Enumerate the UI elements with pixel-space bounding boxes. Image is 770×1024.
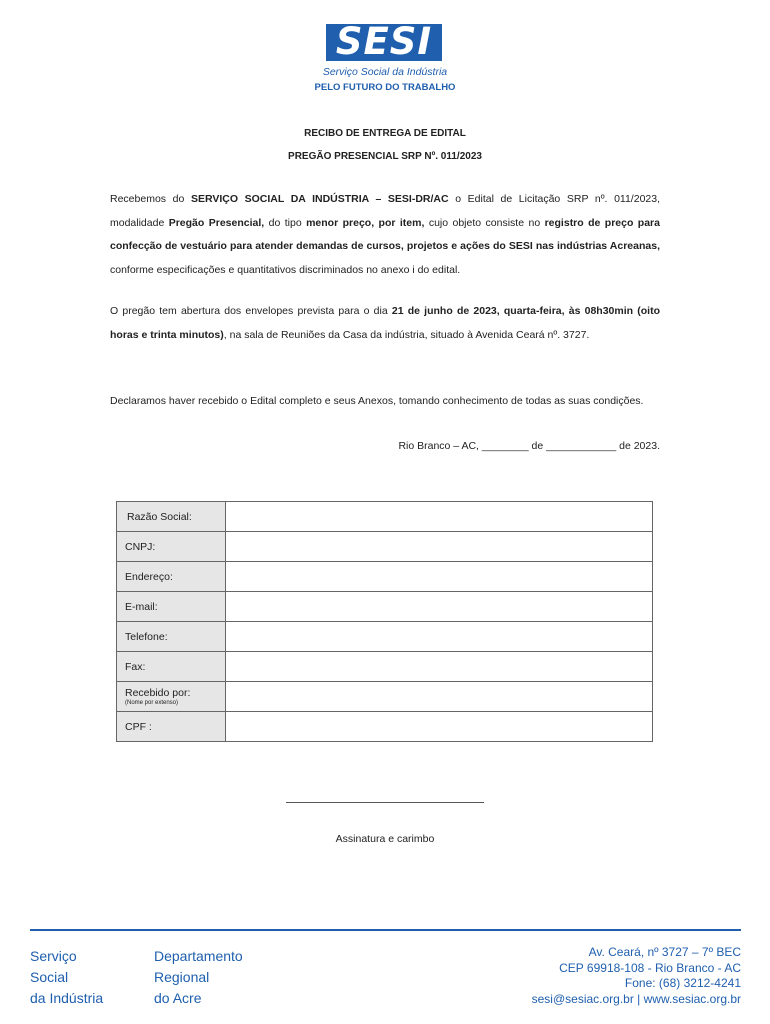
field-razao-social[interactable] — [226, 502, 653, 532]
logo-tagline: PELO FUTURO DO TRABALHO — [314, 82, 456, 93]
form-row-cnpj — [117, 532, 653, 562]
footer-department: Departamento Regional do Acre — [154, 948, 243, 1006]
footer-address: Av. Ceará, nº 3727 – 7º BEC — [588, 945, 741, 959]
label-recebido-por — [117, 682, 226, 712]
document-subtitle: PREGÃO PRESENCIAL SRP Nº. 011/2023 — [288, 151, 482, 162]
date-line: Rio Branco – AC, ________ de ____________ de 2023. — [398, 440, 660, 452]
label-fax: Fax: — [117, 652, 226, 682]
field-fax[interactable] — [226, 652, 653, 682]
field-telefone[interactable] — [226, 622, 653, 652]
signature-label: Assinatura e carimbo — [335, 833, 435, 845]
label-cnpj: CNPJ: — [117, 532, 226, 562]
document-title: RECIBO DE ENTREGA DE EDITAL — [304, 128, 466, 139]
label-endereco: Endereço: — [117, 562, 226, 592]
footer-cep: CEP 69918-108 - Rio Branco - AC — [559, 960, 741, 975]
recebido-por-text: Recebido por: — [125, 687, 191, 699]
paragraph-1: Recebemos do SERVIÇO SOCIAL DA INDÚSTRIA – SESI-DR/AC o Edital de Licitação SRP nº. 011/2023, modalidade Pregão Presencial, do tipo menor preço, por item, cujo objeto consiste no registro de preço para confecção de vestuário para atender demandas de cursos, projetos e ações do SESI nas indústrias Acreanas, conforme especificações e quantitativos discriminados no anexo i do edital. — [110, 193, 660, 276]
form-row-recebido-por — [117, 682, 653, 712]
footer-web[interactable]: sesi@sesiac.org.br | www.sesiac.org.br — [531, 991, 741, 1006]
form-row-endereco — [117, 562, 653, 592]
signature-line — [286, 802, 484, 803]
form-row-telefone — [117, 622, 653, 652]
sesi-logo — [326, 24, 442, 61]
label-razao-social: Razão Social: — [117, 502, 226, 532]
paragraph-2: O pregão tem abertura dos envelopes prevista para o dia 21 de junho de 2023, quarta-feira, às 08h30min (oito horas e trinta minutos), na sala de Reuniões da Casa da indústria, situado à Avenida Ceará nº. 3727. — [110, 305, 660, 341]
field-email[interactable] — [226, 592, 653, 622]
field-cnpj[interactable] — [226, 532, 653, 562]
footer-divider — [30, 929, 741, 931]
form-row-email — [117, 592, 653, 622]
form-row-fax — [117, 652, 653, 682]
label-telefone: Telefone: — [117, 622, 226, 652]
footer-org-name: Serviço Social da Indústria — [30, 948, 104, 1006]
logo-subtitle: Serviço Social da Indústria — [322, 66, 448, 78]
label-cpf: CPF : — [117, 712, 226, 742]
form-row-razao-social — [117, 502, 653, 532]
field-endereco[interactable] — [226, 562, 653, 592]
field-cpf[interactable] — [226, 712, 653, 742]
logo-text: SESI — [335, 24, 433, 61]
form-row-cpf — [117, 712, 653, 742]
footer-phone: Fone: (68) 3212-4241 — [624, 976, 741, 990]
paragraph-3: Declaramos haver recebido o Edital completo e seus Anexos, tomando conhecimento de todas as suas condições. — [110, 395, 644, 407]
field-recebido-por[interactable] — [226, 682, 653, 712]
recipient-form — [116, 501, 653, 742]
recebido-por-note: (Nome por extenso) — [125, 700, 179, 706]
label-email: E-mail: — [117, 592, 226, 622]
footer-contact — [532, 945, 741, 1007]
